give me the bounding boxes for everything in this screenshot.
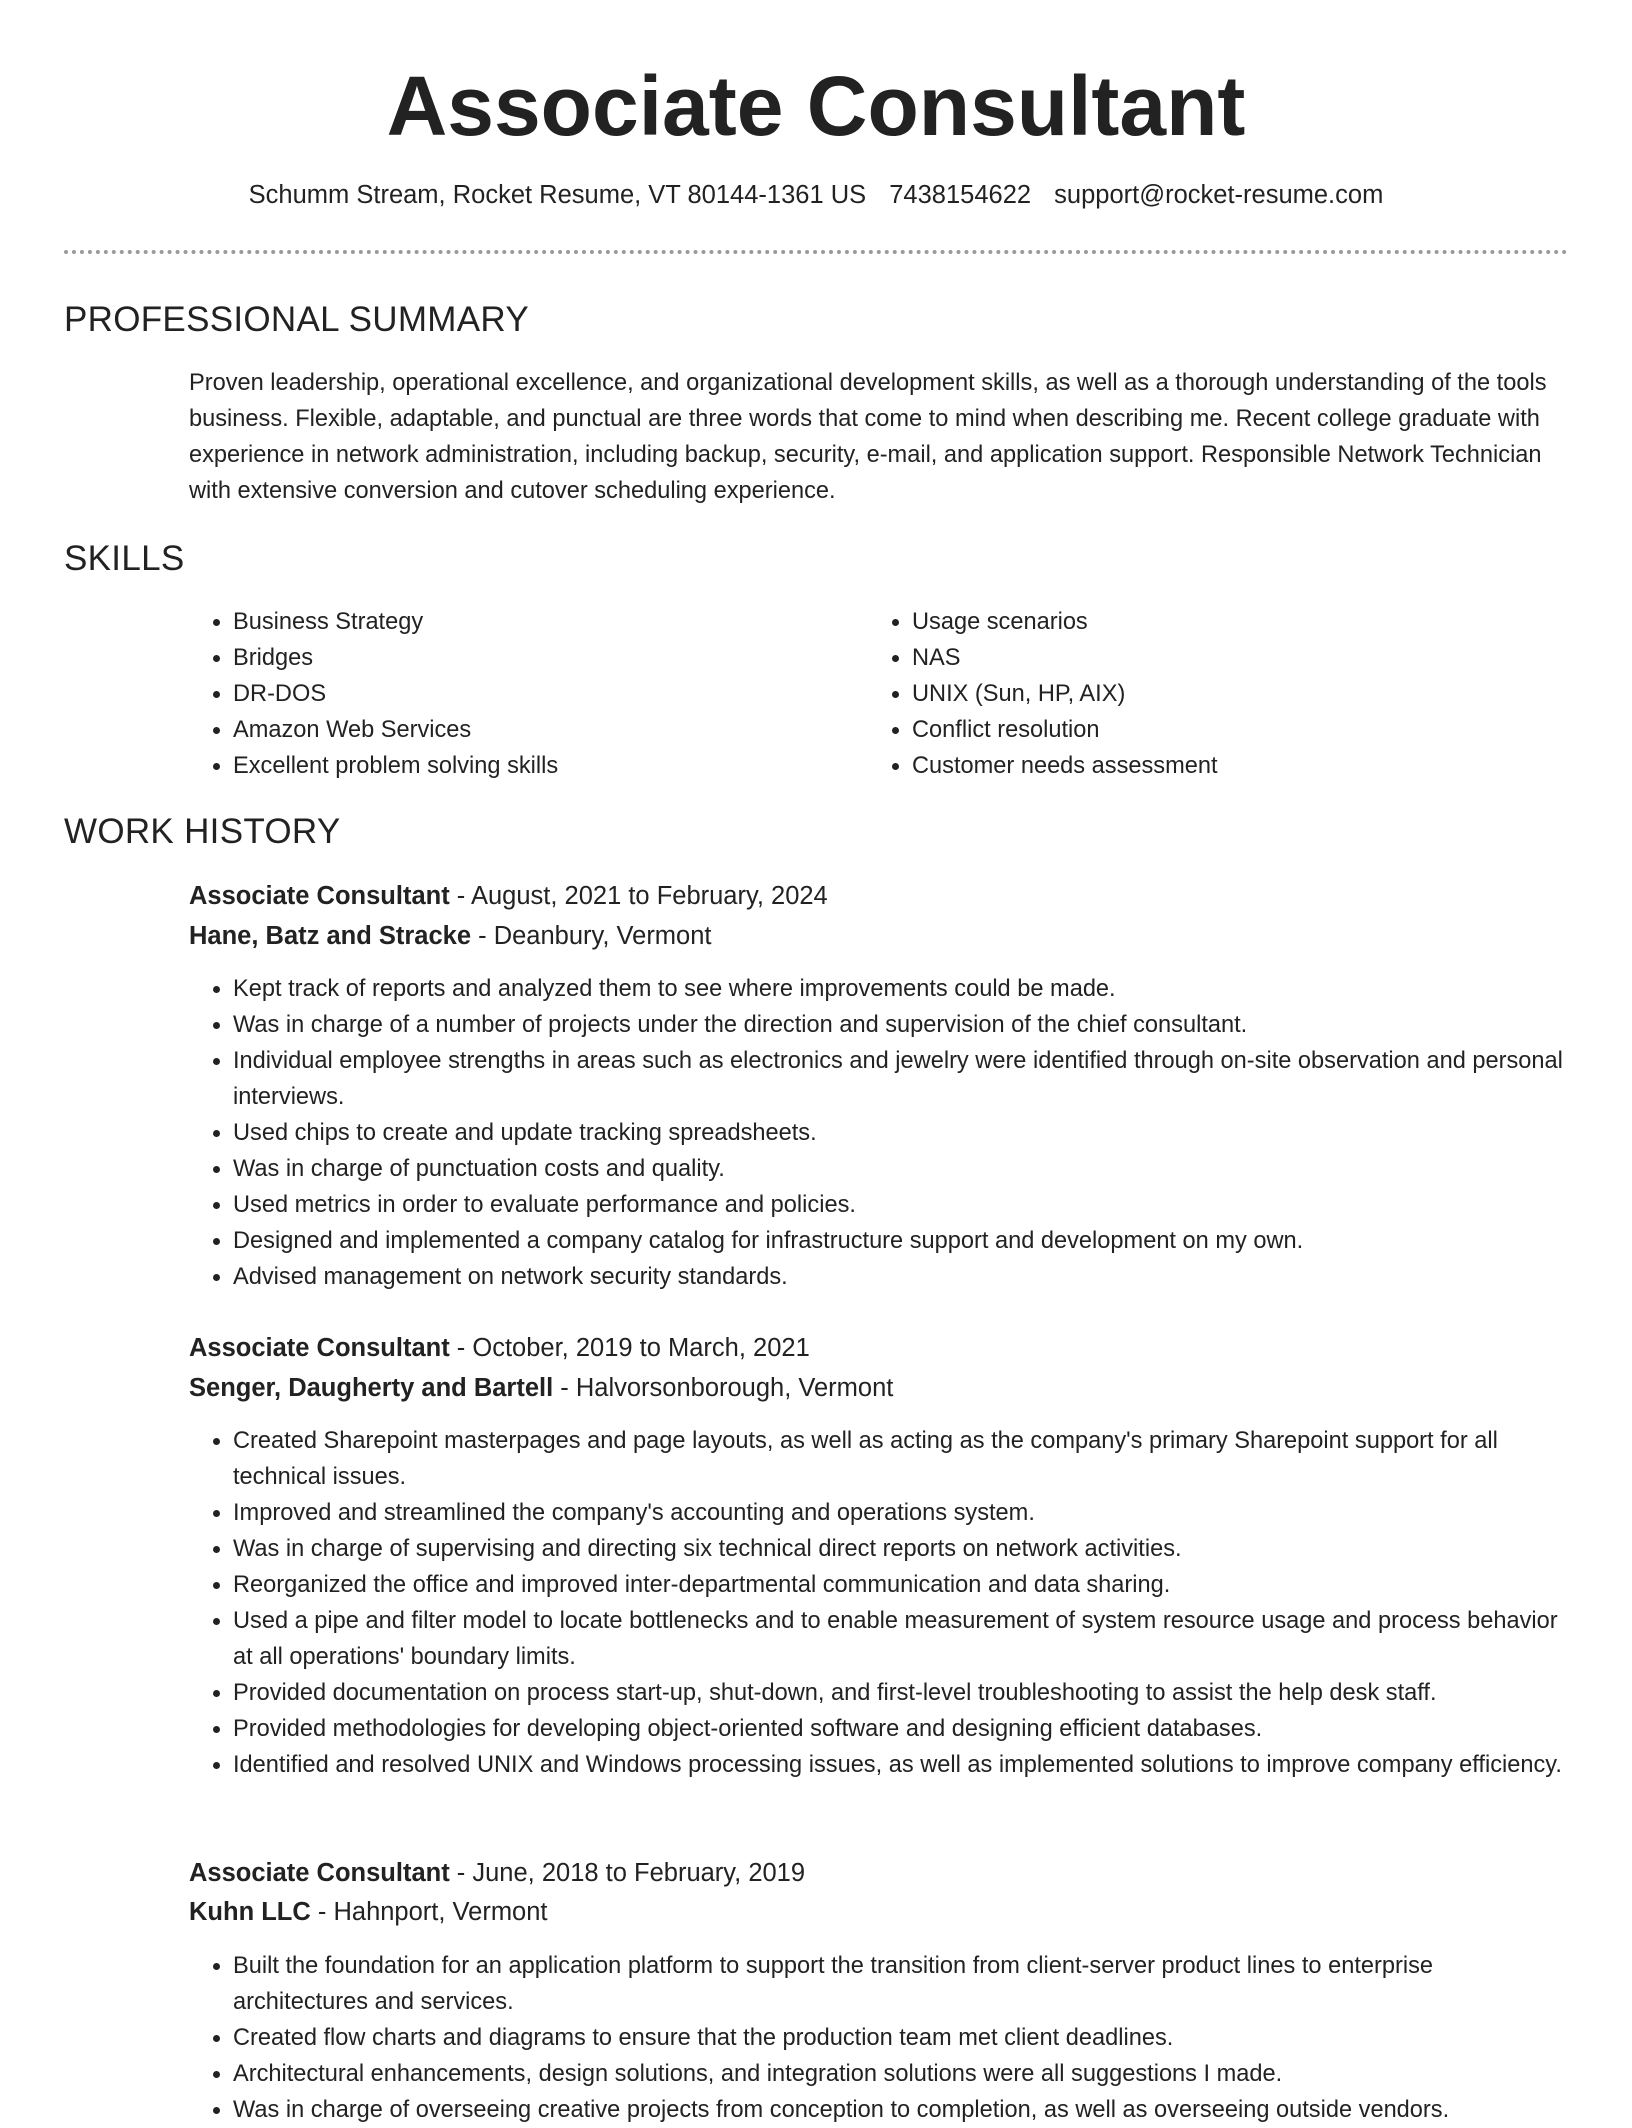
skill-item: • UNIX (Sun, HP, AIX) bbox=[912, 676, 1218, 712]
job-title-line bbox=[189, 878, 828, 914]
contact-email: support@rocket-resume.com bbox=[1054, 181, 1384, 209]
summary-title: PROFESSIONAL SUMMARY bbox=[64, 300, 529, 339]
job-title-line bbox=[189, 1855, 805, 1891]
job-bullet: • Was in charge of punctuation costs and quality. bbox=[233, 1151, 1569, 1187]
contact-line bbox=[0, 178, 1632, 212]
job-dates: - October, 2019 to March, 2021 bbox=[449, 1334, 810, 1362]
job-company-line bbox=[189, 918, 712, 954]
skills-list-left bbox=[189, 604, 558, 784]
job-location: - Halvorsonborough, Vermont bbox=[553, 1374, 894, 1402]
skill-item: • NAS bbox=[912, 640, 1218, 676]
job-bullet: • Was in charge of supervising and directing six technical direct reports on network activities. bbox=[233, 1531, 1569, 1567]
job-bullet: • Architectural enhancements, design solutions, and integration solutions were all suggestions I made. bbox=[233, 2056, 1569, 2092]
job-company-line bbox=[189, 1894, 548, 1930]
header-divider bbox=[64, 250, 1568, 254]
skill-item: • Bridges bbox=[233, 640, 558, 676]
skill-item: • Customer needs assessment bbox=[912, 748, 1218, 784]
job-location: - Deanbury, Vermont bbox=[471, 922, 712, 950]
skill-item: • Excellent problem solving skills bbox=[233, 748, 558, 784]
job-bullet: • Used chips to create and update tracking spreadsheets. bbox=[233, 1115, 1569, 1151]
job-company: Kuhn LLC bbox=[189, 1898, 311, 1926]
job-company-line bbox=[189, 1370, 893, 1406]
job-bullet: • Used metrics in order to evaluate performance and policies. bbox=[233, 1187, 1569, 1223]
job-role: Associate Consultant bbox=[189, 1859, 450, 1887]
skill-item: • Business Strategy bbox=[233, 604, 558, 640]
job-dates: - June, 2018 to February, 2019 bbox=[449, 1859, 806, 1887]
job-bullet: • Used a pipe and filter model to locate bottlenecks and to enable measurement of system resource usage and process behavior at all operations' boundary limits. bbox=[233, 1603, 1569, 1675]
skill-item: • Amazon Web Services bbox=[233, 712, 558, 748]
job-role: Associate Consultant bbox=[189, 882, 450, 910]
job-bullet: • Designed and implemented a company catalog for infrastructure support and development on my own. bbox=[233, 1223, 1569, 1259]
skill-item: • Usage scenarios bbox=[912, 604, 1218, 640]
job-bullet: • Provided methodologies for developing object-oriented software and designing efficient databases. bbox=[233, 1711, 1569, 1747]
job-company: Senger, Daugherty and Bartell bbox=[189, 1374, 554, 1402]
job-bullet: • Provided documentation on process start-up, shut-down, and first-level troubleshooting to assist the help desk staff. bbox=[233, 1675, 1569, 1711]
job-company: Hane, Batz and Stracke bbox=[189, 922, 472, 950]
job-bullet: • Improved and streamlined the company's accounting and operations system. bbox=[233, 1495, 1569, 1531]
skill-item: • DR-DOS bbox=[233, 676, 558, 712]
job-bullet: • Advised management on network security standards. bbox=[233, 1259, 1569, 1295]
job-bullets bbox=[189, 1423, 1569, 1783]
job-location: - Hahnport, Vermont bbox=[310, 1898, 548, 1926]
job-bullets bbox=[189, 1948, 1569, 2128]
job-role: Associate Consultant bbox=[189, 1334, 450, 1362]
job-bullet: • Kept track of reports and analyzed them to see where improvements could be made. bbox=[233, 971, 1569, 1007]
contact-address: Schumm Stream, Rocket Resume, VT 80144-1361 US bbox=[248, 181, 867, 209]
summary-text: Proven leadership, operational excellence, and organizational development skills, as well as a thorough understanding of the tools business. Flexible, adaptable, and punctual are three words that come to mind when describing me. Recent college graduate with experience in network administration, including backup, security, e-mail, and application support. Responsible Network Technician with extensive conversion and cutover scheduling experience. bbox=[189, 370, 1547, 504]
job-bullet: • Was in charge of overseeing creative projects from conception to completion, as well as overseeing outside vendors. bbox=[233, 2092, 1569, 2128]
job-bullets bbox=[189, 971, 1569, 1295]
contact-phone: 7438154622 bbox=[889, 181, 1032, 209]
job-bullet: • Identified and resolved UNIX and Windows processing issues, as well as implemented solutions to improve company efficiency. bbox=[233, 1747, 1569, 1783]
work-history-title: WORK HISTORY bbox=[64, 812, 341, 851]
job-bullet: • Was in charge of a number of projects under the direction and supervision of the chief consultant. bbox=[233, 1007, 1569, 1043]
job-bullet: • Created Sharepoint masterpages and page layouts, as well as acting as the company's primary Sharepoint support for all technical issues. bbox=[233, 1423, 1569, 1495]
job-bullet: • Individual employee strengths in areas such as electronics and jewelry were identified through on-site observation and personal interviews. bbox=[233, 1043, 1569, 1115]
job-dates: - August, 2021 to February, 2024 bbox=[449, 882, 828, 910]
job-bullet: • Created flow charts and diagrams to ensure that the production team met client deadlines. bbox=[233, 2020, 1569, 2056]
skills-list-right bbox=[868, 604, 1218, 784]
job-bullet: • Reorganized the office and improved inter-departmental communication and data sharing. bbox=[233, 1567, 1569, 1603]
skill-item: • Conflict resolution bbox=[912, 712, 1218, 748]
job-title-line bbox=[189, 1330, 810, 1366]
skills-title: SKILLS bbox=[64, 539, 185, 578]
resume-name: Associate Consultant bbox=[386, 59, 1246, 153]
job-bullet: • Built the foundation for an application platform to support the transition from client-server product lines to enterprise architectures and services. bbox=[233, 1948, 1569, 2020]
